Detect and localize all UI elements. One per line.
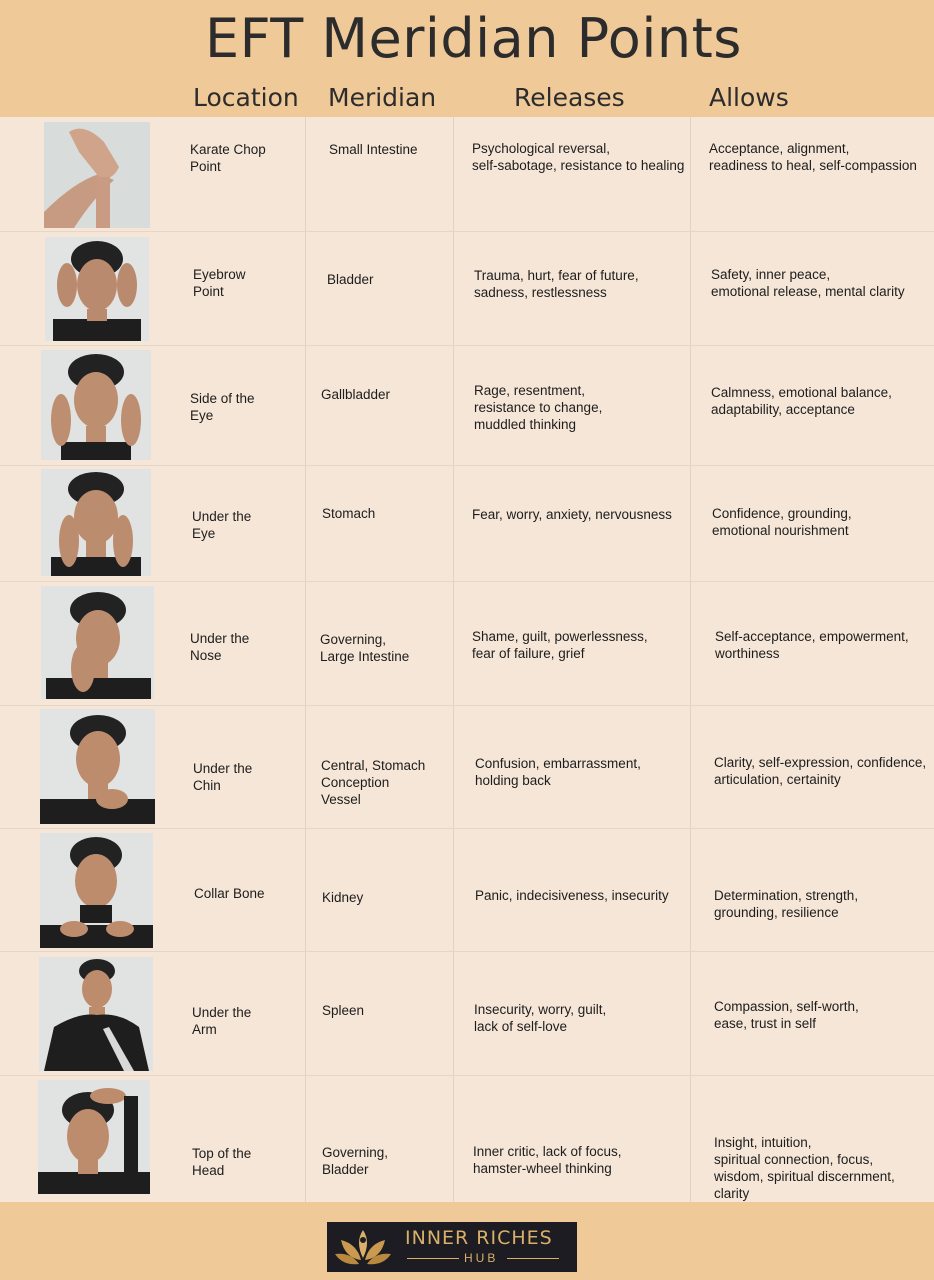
under-nose-photo: [41, 586, 154, 699]
allows-cell: Confidence, grounding, emotional nourishment: [712, 506, 852, 538]
allows-cell: Determination, strength, grounding, resilience: [714, 888, 859, 920]
allows-cell: Compassion, self-worth, ease, trust in self: [714, 999, 859, 1031]
location-cell: Eyebrow Point: [193, 267, 246, 299]
eyebrow-point-photo: [45, 237, 149, 341]
logo-rule-left: [407, 1258, 459, 1259]
meridian-cell: Bladder: [327, 272, 374, 287]
meridian-cell: Central, Stomach Conception Vessel: [321, 758, 426, 807]
collar-bone-photo: [40, 833, 153, 948]
logo-sub: HUB: [464, 1251, 499, 1265]
allows-cell: Self-acceptance, empowerment, worthiness: [715, 629, 909, 661]
column-header-releases: Releases: [514, 83, 625, 112]
allows-cell: Safety, inner peace, emotional release, mental clarity: [711, 267, 905, 299]
column-header-location: Location: [193, 83, 299, 112]
logo-rule-right: [507, 1258, 559, 1259]
meridian-cell: Spleen: [322, 1003, 365, 1018]
inner-riches-hub-logo: [327, 1222, 577, 1272]
releases-cell: Confusion, embarrassment, holding back: [475, 756, 641, 788]
releases-cell: Insecurity, worry, guilt, lack of self-love: [474, 1002, 607, 1034]
allows-cell: Calmness, emotional balance, adaptability, acceptance: [711, 385, 892, 417]
under-chin-photo: [40, 709, 155, 824]
allows-cell: Acceptance, alignment, readiness to heal, self-compassion: [709, 141, 917, 173]
releases-cell: Inner critic, lack of focus, hamster-wheel thinking: [473, 1144, 622, 1176]
meridian-cell: Governing, Large Intestine: [320, 632, 410, 664]
top-of-head-photo: [38, 1080, 150, 1194]
column-header-meridian: Meridian: [328, 83, 437, 112]
meridian-cell: Kidney: [322, 890, 364, 905]
location-cell: Under the Nose: [190, 631, 250, 663]
meridian-cell: Governing, Bladder: [322, 1145, 389, 1177]
allows-cell: Clarity, self-expression, confidence, articulation, certainity: [714, 755, 927, 787]
footer: [0, 1202, 934, 1280]
location-cell: Collar Bone: [194, 886, 265, 901]
location-cell: Under the Chin: [193, 761, 253, 793]
location-cell: Karate Chop Point: [190, 142, 266, 174]
page-title: EFT Meridian Points: [205, 7, 742, 70]
allows-cell: Insight, intuition, spiritual connection, focus, wisdom, spiritual discernment, clarity: [714, 1135, 895, 1201]
releases-cell: Shame, guilt, powerlessness, fear of failure, grief: [472, 629, 648, 661]
logo-name: INNER RICHES: [405, 1227, 553, 1249]
lotus-meditation-icon: [333, 1226, 393, 1268]
side-of-eye-photo: [41, 350, 151, 460]
under-eye-photo: [41, 469, 151, 576]
releases-cell: Trauma, hurt, fear of future, sadness, restlessness: [474, 268, 639, 300]
releases-cell: Psychological reversal, self-sabotage, resistance to healing: [472, 141, 685, 173]
releases-cell: Panic, indecisiveness, insecurity: [475, 888, 669, 903]
location-cell: Top of the Head: [192, 1146, 252, 1178]
under-arm-photo: [39, 957, 153, 1071]
releases-cell: Fear, worry, anxiety, nervousness: [472, 507, 672, 522]
meridian-cell: Stomach: [322, 506, 376, 521]
releases-cell: Rage, resentment, resistance to change, muddled thinking: [474, 383, 603, 432]
column-header-allows: Allows: [709, 83, 789, 112]
location-cell: Under the Arm: [192, 1005, 252, 1037]
location-cell: Side of the Eye: [190, 391, 255, 423]
hand-photo: [44, 122, 150, 228]
meridian-cell: Gallbladder: [321, 387, 391, 402]
header: [0, 0, 934, 117]
location-cell: Under the Eye: [192, 509, 252, 541]
meridian-cell: Small Intestine: [329, 142, 418, 157]
